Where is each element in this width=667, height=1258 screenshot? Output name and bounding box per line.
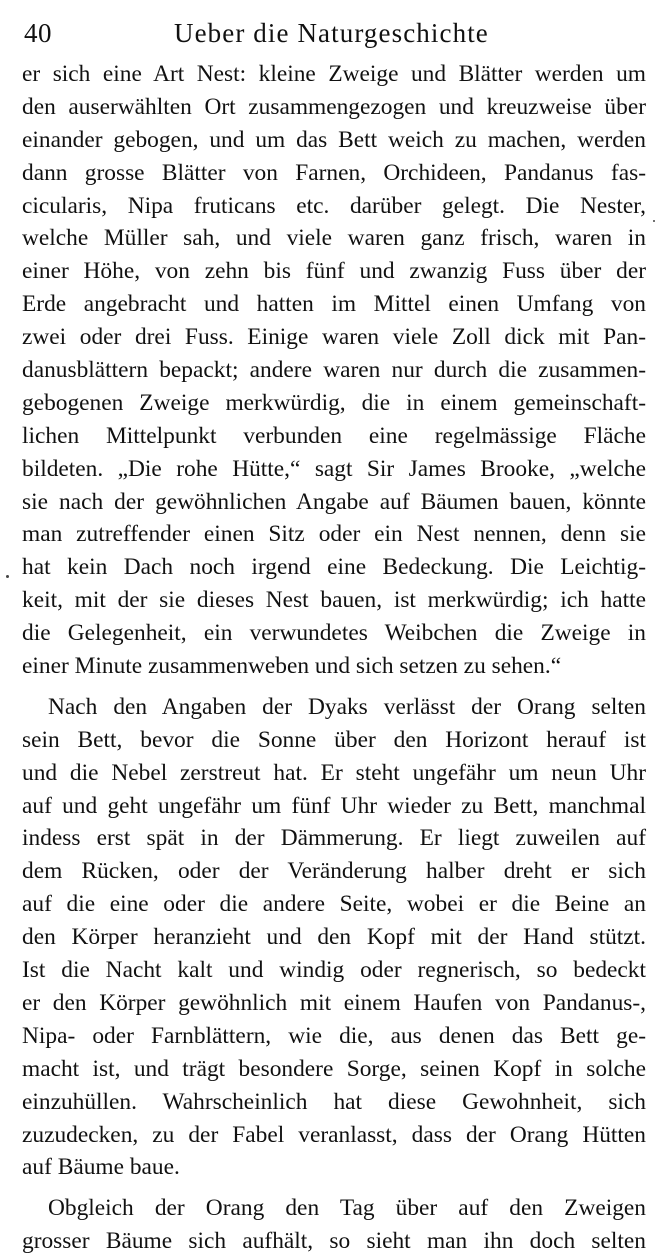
text-line: lichen Mittelpunkt verbunden eine regelmässige Fläche bbox=[22, 422, 646, 449]
text-line: man zutreffender einen Sitz oder ein Nest nennen, denn sie bbox=[22, 521, 646, 548]
paper-speck bbox=[653, 220, 655, 222]
text-line: einzuhüllen. Wahrscheinlich hat diese Gewohnheit, sich bbox=[22, 1088, 646, 1115]
page-header bbox=[24, 18, 643, 52]
text-line: macht ist, und trägt besondere Sorge, seinen Kopf in solche bbox=[22, 1055, 646, 1082]
text-line: er sich eine Art Nest: kleine Zweige und Blätter werden um bbox=[22, 61, 646, 87]
text-line: cicularis, Nipa fruticans etc. darüber gelegt. Die Nester, bbox=[22, 192, 646, 219]
body-text bbox=[22, 58, 646, 1258]
text-line: einer Höhe, von zehn bis fünf und zwanzig Fuss über der bbox=[22, 258, 646, 285]
text-line: zwei oder drei Fuss. Einige waren viele Zoll dick mit Pan- bbox=[22, 324, 646, 351]
text-line: die Gelegenheit, ein verwundetes Weibchen die Zweige in bbox=[22, 620, 646, 647]
paragraph-start-line: Nach den Angaben der Dyaks verlässt der Orang selten bbox=[48, 693, 646, 720]
text-line: auf und geht ungefähr um fünf Uhr wieder zu Bett, manchmal bbox=[22, 792, 646, 819]
text-line: Ist die Nacht kalt und windig oder regnerisch, so bedeckt bbox=[22, 957, 646, 984]
text-line: hat kein Dach noch irgend eine Bedeckung. Die Leichtig- bbox=[22, 554, 646, 581]
text-line: dem Rücken, oder der Veränderung halber dreht er sich bbox=[22, 858, 646, 885]
text-line: Nipa- oder Farnblättern, wie die, aus denen das Bett ge- bbox=[22, 1022, 646, 1049]
page-number: 40 bbox=[24, 18, 52, 48]
text-line: indess erst spät in der Dämmerung. Er liegt zuweilen auf bbox=[22, 825, 646, 852]
paper-speck bbox=[6, 575, 9, 578]
text-line: keit, mit der sie dieses Nest bauen, ist merkwürdig; ich hatte bbox=[22, 587, 646, 614]
text-line: bildeten. „Die rohe Hütte,“ sagt Sir James Brooke, „welche bbox=[22, 455, 646, 482]
text-line: den auserwählten Ort zusammengezogen und kreuzweise über bbox=[22, 93, 646, 120]
text-line: danusblättern bepackt; andere waren nur durch die zusammen- bbox=[22, 357, 646, 384]
text-line: und die Nebel zerstreut hat. Er steht ungefähr um neun Uhr bbox=[22, 759, 646, 786]
text-line: den Körper heranzieht und den Kopf mit der Hand stützt. bbox=[22, 924, 646, 951]
paragraph-start-line: Obgleich der Orang den Tag über auf den Zweigen bbox=[48, 1195, 646, 1222]
text-line: sein Bett, bevor die Sonne über den Horizont herauf ist bbox=[22, 726, 646, 753]
text-line: Erde angebracht und hatten im Mittel einen Umfang von bbox=[22, 291, 646, 318]
text-line: dann grosse Blätter von Farnen, Orchideen, Pandanus fas- bbox=[22, 159, 646, 186]
text-line: grosser Bäume sich aufhält, so sieht man ihn doch selten bbox=[22, 1228, 646, 1255]
text-line: auf Bäume baue. bbox=[22, 1154, 180, 1181]
text-line: er den Körper gewöhnlich mit einem Haufen von Pandanus-, bbox=[22, 989, 646, 1016]
text-line: einer Minute zusammenweben und sich setzen zu sehen.“ bbox=[22, 653, 562, 680]
text-line: welche Müller sah, und viele waren ganz frisch, waren in bbox=[22, 225, 646, 252]
text-line: zuzudecken, zu der Fabel veranlasst, dass der Orang Hütten bbox=[22, 1121, 646, 1148]
running-title: Ueber die Naturgeschichte bbox=[174, 18, 489, 48]
text-line: auf die eine oder die andere Seite, wobei er die Beine an bbox=[22, 891, 646, 918]
text-line: einander gebogen, und um das Bett weich zu machen, werden bbox=[22, 126, 646, 153]
text-line: sie nach der gewöhnlichen Angabe auf Bäumen bauen, könnte bbox=[22, 488, 646, 515]
text-line: gebogenen Zweige merkwürdig, die in einem gemeinschaft- bbox=[22, 389, 646, 416]
